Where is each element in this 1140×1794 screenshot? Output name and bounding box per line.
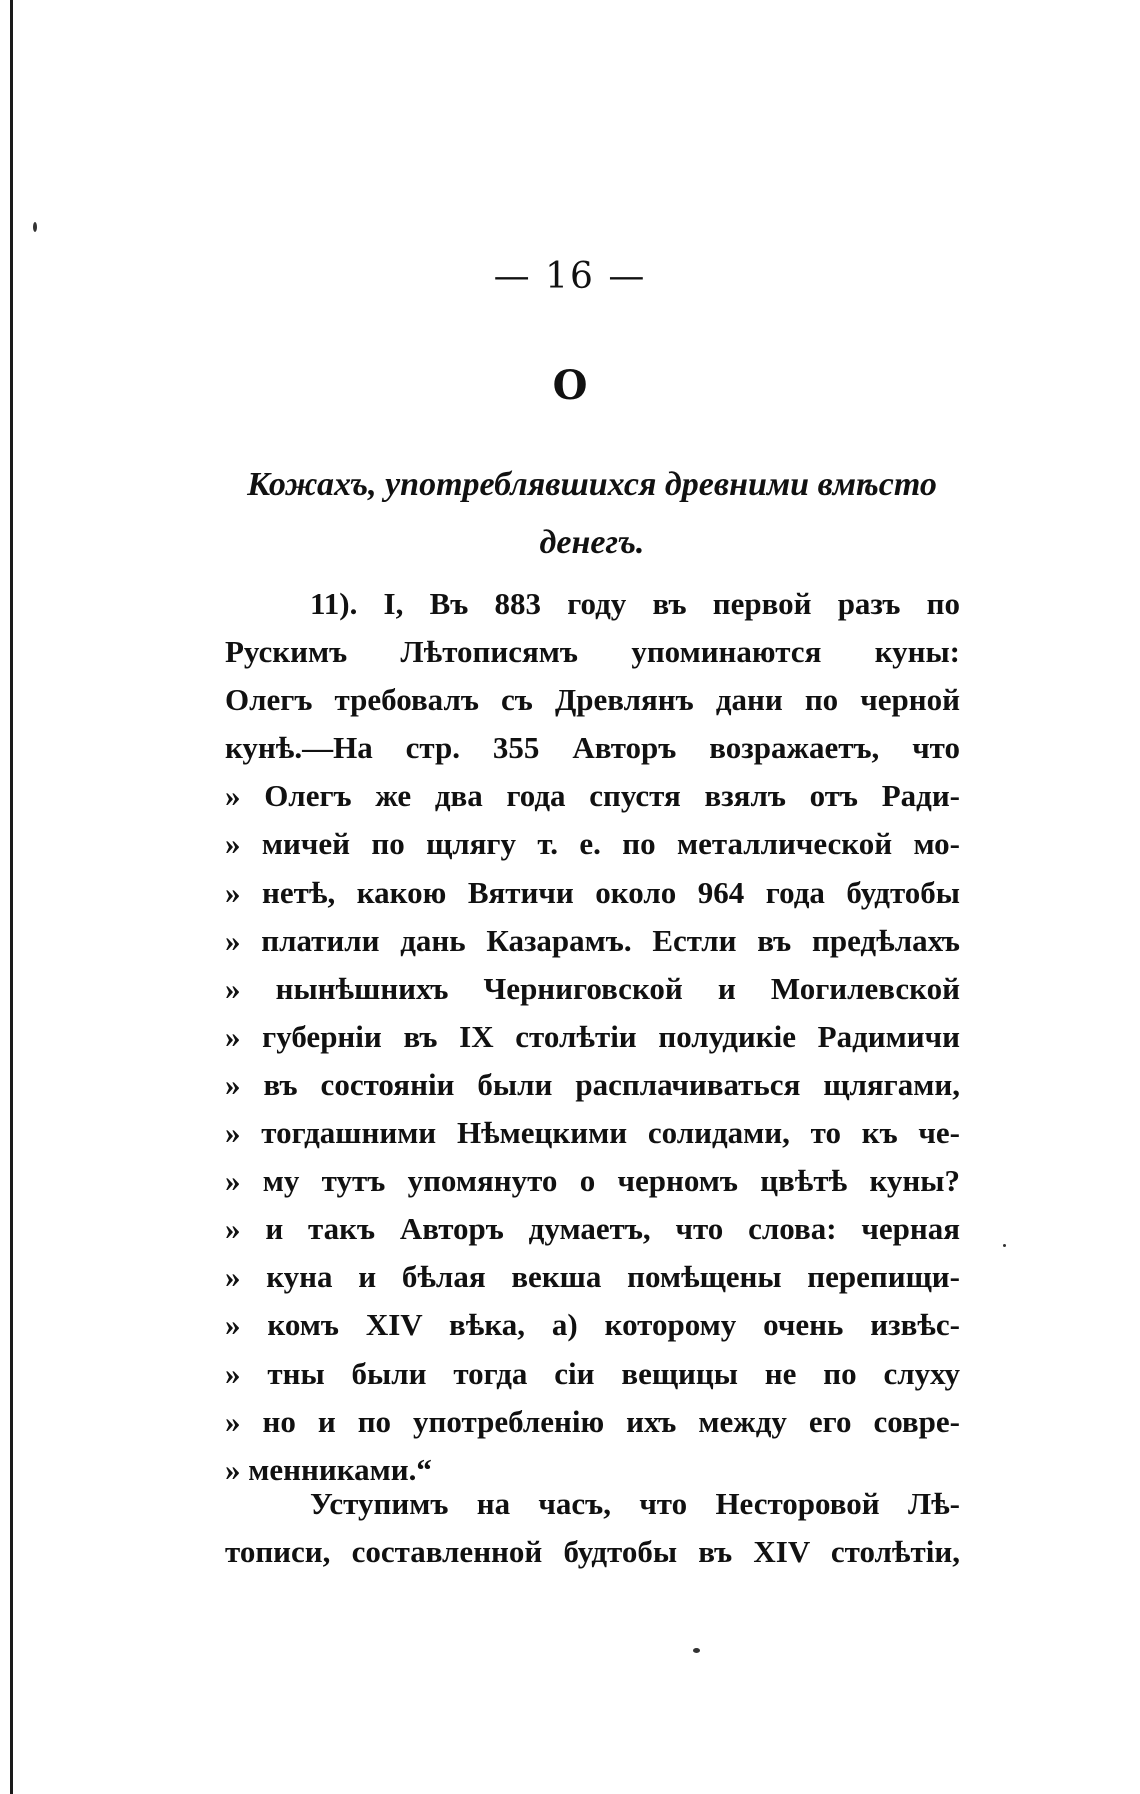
text-line: кунѣ.—На стр. 355 Авторъ возражаетъ, что (225, 730, 960, 766)
paragraph-1 (225, 580, 960, 1494)
text-line: » и такъ Авторъ думаетъ, что слова: черная (225, 1211, 960, 1247)
text-line: » платили дань Казарамъ. Естли въ предѣлахъ (225, 922, 960, 958)
text-line: » Олегъ же два года спустя взялъ отъ Ради- (225, 778, 960, 814)
text-line: » нынѣшнихъ Черниговской и Могилевской (225, 970, 960, 1006)
paragraph-2 (225, 1480, 960, 1576)
text-line: » тогдашними Нѣмецкими солидами, то къ че- (225, 1115, 960, 1151)
text-line: » но и по употребленію ихъ между его совре- (225, 1403, 960, 1439)
text-line: тописи, составленной будтобы въ XIV столѣтіи, (225, 1534, 960, 1570)
section-title (222, 456, 962, 572)
title-line: Кожахъ, употреблявшихся древними вмѣсто (247, 466, 937, 503)
page-number: — 16 — (493, 256, 647, 297)
print-speck (1003, 1244, 1006, 1247)
text-line: » комъ XIV вѣка, а) которому очень извѣс- (225, 1307, 960, 1343)
text-line: 11). I, Въ 883 году въ первой разъ по (310, 586, 960, 621)
text-line: » куна и бѣлая векша помѣщены перепищи- (225, 1259, 960, 1295)
print-speck (33, 222, 37, 232)
text-line: » му тутъ упомянуто о черномъ цвѣтѣ куны? (225, 1163, 960, 1199)
text-line: Олегъ требовалъ съ Древлянъ дани по черной (225, 682, 960, 718)
text-line: » губерніи въ IX столѣтіи полудикіе Радимичи (225, 1018, 960, 1054)
text-line: » тны были тогда сіи вещицы не по слуху (225, 1355, 960, 1391)
section-heading: О (552, 362, 588, 409)
text-line: » въ состояніи были расплачиваться щлягами, (225, 1066, 960, 1102)
text-line: » менниками.“ (225, 1451, 432, 1487)
text-line: » нетѣ, какою Вятичи около 964 года будтобы (225, 874, 960, 910)
print-speck (693, 1648, 700, 1653)
text-line: Рускимъ Лѣтописямъ упоминаются куны: (225, 634, 960, 670)
text-line: Уступимъ на часъ, что Несторовой Лѣ- (310, 1486, 960, 1521)
text-line: » мичей по щлягу т. е. по металлической мо- (225, 826, 960, 862)
title-line: денегъ. (539, 524, 645, 561)
